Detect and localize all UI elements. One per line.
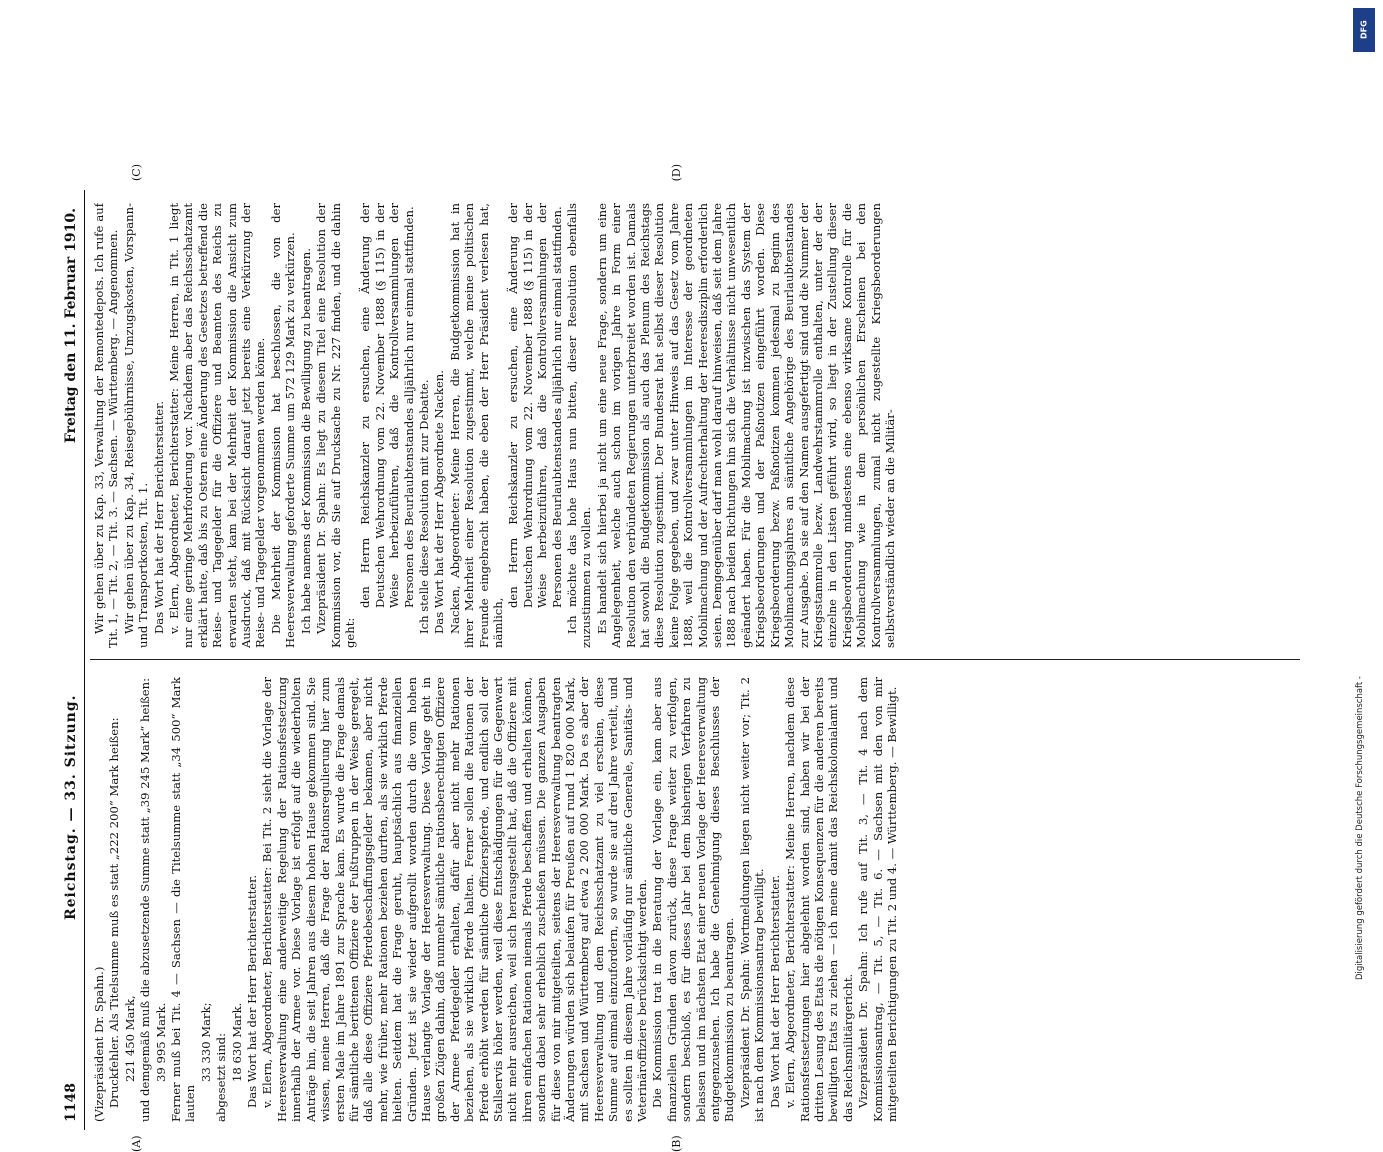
side-attribution: [1345, 20, 1377, 980]
paragraph: v. Elern, Abgeordneter, Berichterstatter: Meine Herren, in Tit. 1 liegt nur eine geringe Mehrforderung vor. Nachdem aber das Reichsschatzamt erklärt hatte, daß bis zu Ostern eine Änderung des Gesetzes betreffend die Reise- und Tagegelder für die Offiziere und Beamten des Reichs zu erwarten steht, kam bei der Mehrheit der Kommission die Ansicht zum Ausdruck, daß mit Rücksicht darauf jetzt bereits eine Verkürzung der Reise- und Tagegelder vorgenommen werden könne.: [167, 203, 268, 648]
margin-marker-c: (C): [130, 164, 143, 181]
paragraph: Vizepräsident Dr. Spahn: Es liegt zu diesem Titel eine Resolution der Kommission vor, die Sie auf Drucksache zu Nr. 227 finden, und die dahin geht:: [314, 203, 357, 648]
paragraph: Druckfehler. Als Titelsumme muß es statt „222 200“ Mark heißen:: [107, 717, 122, 1108]
paragraph: 39 995 Mark.: [153, 1002, 168, 1082]
paragraph: Die Kommission trat in die Beratung der Vorlage ein, kam aber aus finanziellen Gründen davon zurück, diese Frage weiter zu verfolgen, sondern beschloß, es für dieses Jahr bei dem bisherigen Verfahren zu belassen und im nächsten Etat einer neuen Vorlage der Heeresverwaltung entgegenzusehen. Ich habe die Genehmigung dieses Beschlusses der Budgetkommission zu beantragen.: [650, 677, 737, 1122]
page-date: Freitag den 11. Februar 1910.: [63, 208, 79, 444]
digitization-note: Digitalisierung gefördert durch die Deutsche Forschungsgemeinschaft -: [1355, 676, 1365, 980]
paragraph: Ich möchte das hohe Haus nun bitten, dieser Resolution ebenfalls zuzustimmen zu wollen.: [565, 203, 594, 648]
paragraph: Vizepräsident Dr. Spahn: Wortmeldungen liegen nicht weiter vor; Tit. 2 ist nach dem Kommissionsantrag bewilligt.: [737, 677, 767, 1122]
paragraph: Die Mehrheit der Kommission hat beschlossen, die von der Heeresverwaltung geforderte Summe um 572 129 Mark zu verkürzen.: [268, 203, 298, 648]
paragraph: 221 450 Mark,: [122, 995, 137, 1082]
paragraph: v. Elern, Abgeordneter, Berichterstatter: Meine Herren, nachdem diese Rationsfestsetzungen hier abgelehnt worden sind, haben wir bei der dritten Lesung des Etats die nötigen Konsequenzen für die anderen bereits bewilligten Etats zu ziehen — ich meine damit das Reichskolonialamt und das Reichsmilitärgericht.: [783, 677, 855, 1122]
paragraph: 33 330 Mark;: [198, 1002, 213, 1082]
page-number: 1148: [63, 1083, 79, 1122]
paragraph: Das Wort hat der Herr Abgeordnete Nacken.: [432, 370, 447, 634]
quoted-resolution: den Herrn Reichskanzler zu ersuchen, eine Änderung der Deutschen Wehrordnung vom 22. November 1888 (§ 115) in der Weise herbeizuführen, daß die Kontrollversammlungen der Personen des Beurlaubtenstandes alljährlich nur einmal stattfinden.: [506, 203, 564, 608]
dfg-logo: DFG: [1353, 8, 1375, 52]
header-rule: [84, 190, 85, 1130]
column-separator: [90, 659, 1300, 660]
paragraph: Das Wort hat der Herr Berichterstatter.: [245, 874, 260, 1108]
paragraph: Ich habe namens der Kommission die Bewilligung zu beantragen.: [298, 248, 313, 634]
page-header: [58, 190, 84, 1130]
rotated-page-content: [50, 164, 1310, 1152]
right-column: [92, 203, 1300, 648]
page-title: Reichstag. — 33. Sitzung.: [63, 694, 79, 920]
paragraph: Das Wort hat der Herr Berichterstatter.: [767, 874, 782, 1108]
paragraph: abgesetzt sind:: [214, 1033, 229, 1122]
margin-marker-b: (B): [670, 1135, 683, 1152]
paragraph: v. Elern, Abgeordneter, Berichterstatter: Bei Tit. 2 sieht die Vorlage der Heeresverwaltung eine anderweitige Regelung der Rationsfestsetzung innerhalb der Armee vor. Diese Vorlage ist erfolgt auf die wiederholten Anträge hin, die seit Jahren aus diesem hohen Hause gekommen sind. Sie wissen, meine Herren, daß die Frage der Rationsregulierung hier zum ersten Male im Jahre 1891 zur Sprache kam. Es wurde die Frage damals für sämtliche berittenen Offiziere der Fußtruppen in der Weise geregelt, daß alle diese Offiziere Pferdebeschaffungsgelder bekamen, aber nicht mehr, wie früher, mehr Rationen beziehen durften, als sie wirklich Pferde hielten. Seitdem hat die Frage geruht, hauptsächlich aus finanziellen Gründen. Jetzt ist sie wieder aufgerollt worden durch die vom hohen Hause verlangte Vorlage der Heeresverwaltung. Diese Vorlage geht in großen Zügen dahin, daß nunmehr sämtliche rationsberechtigten Offiziere der Armee Pferdegelder erhalten, dafür aber nicht mehr Rationen beziehen, als sie wirklich Pferde halten. Ferner sollen die Rationen der Pferde erhöht werden für sämtliche Offizierspferde, und endlich soll der Stallservis höher werden, weil diese Entschädigungen für die Gegenwart nicht mehr ausreichen, weil sich herausgestellt hat, daß die Offiziere mit ihren einfachen Rationen niemals Pferde beschaffen und erhalten können, sondern dabei sehr erheblich zuschießen müssen. Die ganzen Ausgaben für diese von mir mitgeteilten, seitens der Heeresverwaltung beantragten Änderungen würden sich belaufen für Preußen auf rund 1 820 000 Mark, mit Sachsen und Württemberg auf etwa 2 200 000 Mark. Da es aber der Heeresverwaltung und dem Reichsschatzamt zu viel erschien, diese Summe auf einmal einzufordern, so wurde sie auf drei Jahre verteilt, und es sollten in diesem Jahre vorläufig nur sämtliche Generale, Sanitäts- und Veterinäroffiziere berücksichtigt werden.: [260, 677, 650, 1122]
paragraph: Ferner muß bei Tit. 4 — Sachsen — die Titelsumme statt „34 500“ Mark lauten: [169, 677, 198, 1122]
paragraph: (Vizepräsident Dr. Spahn.): [92, 966, 106, 1122]
paragraph: Das Wort hat der Herr Berichterstatter.: [151, 400, 166, 634]
margin-marker-d: (D): [670, 164, 683, 182]
paragraph: Vizepräsident Dr. Spahn: Ich rufe auf Tit. 3, — Tit. 4 nach dem Kommissionsantrag, — Tit. 5, — Tit. 6. — Sachsen mit den von mir mitgeteilten Berichtigungen zu Tit. 2 und 4. — Württemberg. — Bewilligt.: [856, 677, 899, 1122]
paragraph: und demgemäß muß die abzusetzende Summe statt „39 245 Mark“ heißen:: [138, 678, 153, 1122]
paragraph: Wir gehen über zu Kap. 34, Reisegebührnisse, Umzugskosten, Vorspann- und Transportkosten, Tit. 1.: [121, 203, 151, 648]
left-column: [92, 677, 1300, 1122]
quoted-resolution: den Herrn Reichskanzler zu ersuchen, eine Änderung der Deutschen Wehrordnung vom 22. November 1888 (§ 115) in der Weise herbeizuführen, daß die Kontrollversammlungen der Personen des Beurlaubtenstandes alljährlich nur einmal stattfinden.: [358, 203, 416, 608]
paragraph: Ich stelle diese Resolution mit zur Debatte.: [416, 379, 431, 634]
margin-marker-a: (A): [130, 1135, 143, 1152]
paragraph: Wir gehen über zu Kap. 33, Verwaltung der Remontedepots. Ich rufe auf Tit. 1, — Tit. 2, — Tit. 3. — Sachsen. — Württemberg. — Angenommen.: [92, 203, 121, 648]
paragraph: 18 630 Mark.: [229, 1002, 244, 1082]
paragraph: Nacken, Abgeordneter: Meine Herren, die Budgetkommission hat in ihrer Mehrheit einer Resolution zugestimmt, welche meine politischen Freunde eingebracht haben, die eben der Herr Präsident verlesen hat, nämlich,: [447, 203, 505, 648]
paragraph: Es handelt sich hierbei ja nicht um eine neue Frage, sondern um eine Angelegenheit, welche auch schon im vorigen Jahre in Form einer Resolution den verbündeten Regierungen unterbreitet worden ist. Damals hat sowohl die Budgetkommission als auch das Plenum des Reichstags diese Resolution zugestimmt. Der Bundesrat hat selbst dieser Resolution keine Folge gegeben, und zwar unter Hinweis auf das Gesetz vom Jahre 1888, weil die Kontrollversammlungen im Interesse der geordneten Mobilmachung und der Aufrechterhaltung der Heeresdisziplin erforderlich seien. Demgegenüber darf man wohl darauf hinweisen, daß seit dem Jahre 1888 nach beiden Richtungen hin sich die Verhältnisse nicht unwesentlich geändert haben. Für die Mobilmachung ist inzwischen das System der Kriegsbeorderungen und der Paßnotizen eingeführt worden. Diese Kriegsbeorderung bezw. Paßnotizen kommen jedesmal zu Beginn des Mobilmachungsjahres an sämtliche Angehörige des Beurlaubtenstandes zur Ausgabe. Da sie auf den Namen ausgefertigt sind und die Nummer der Kriegsstammrolle bezw. Landwehrstammrolle enthalten, unter der der einzelne in den Listen geführt wird, so liegt in der Zustellung dieser Kriegsbeorderung mindestens eine ebenso wirksame Kontrolle für die Mobilmachung wie in dem persönlichen Erscheinen bei den Kontrollversammlungen, zumal nicht zugestellte Kriegsbeorderungen selbstverständlich wieder an die Militär-: [594, 203, 897, 648]
